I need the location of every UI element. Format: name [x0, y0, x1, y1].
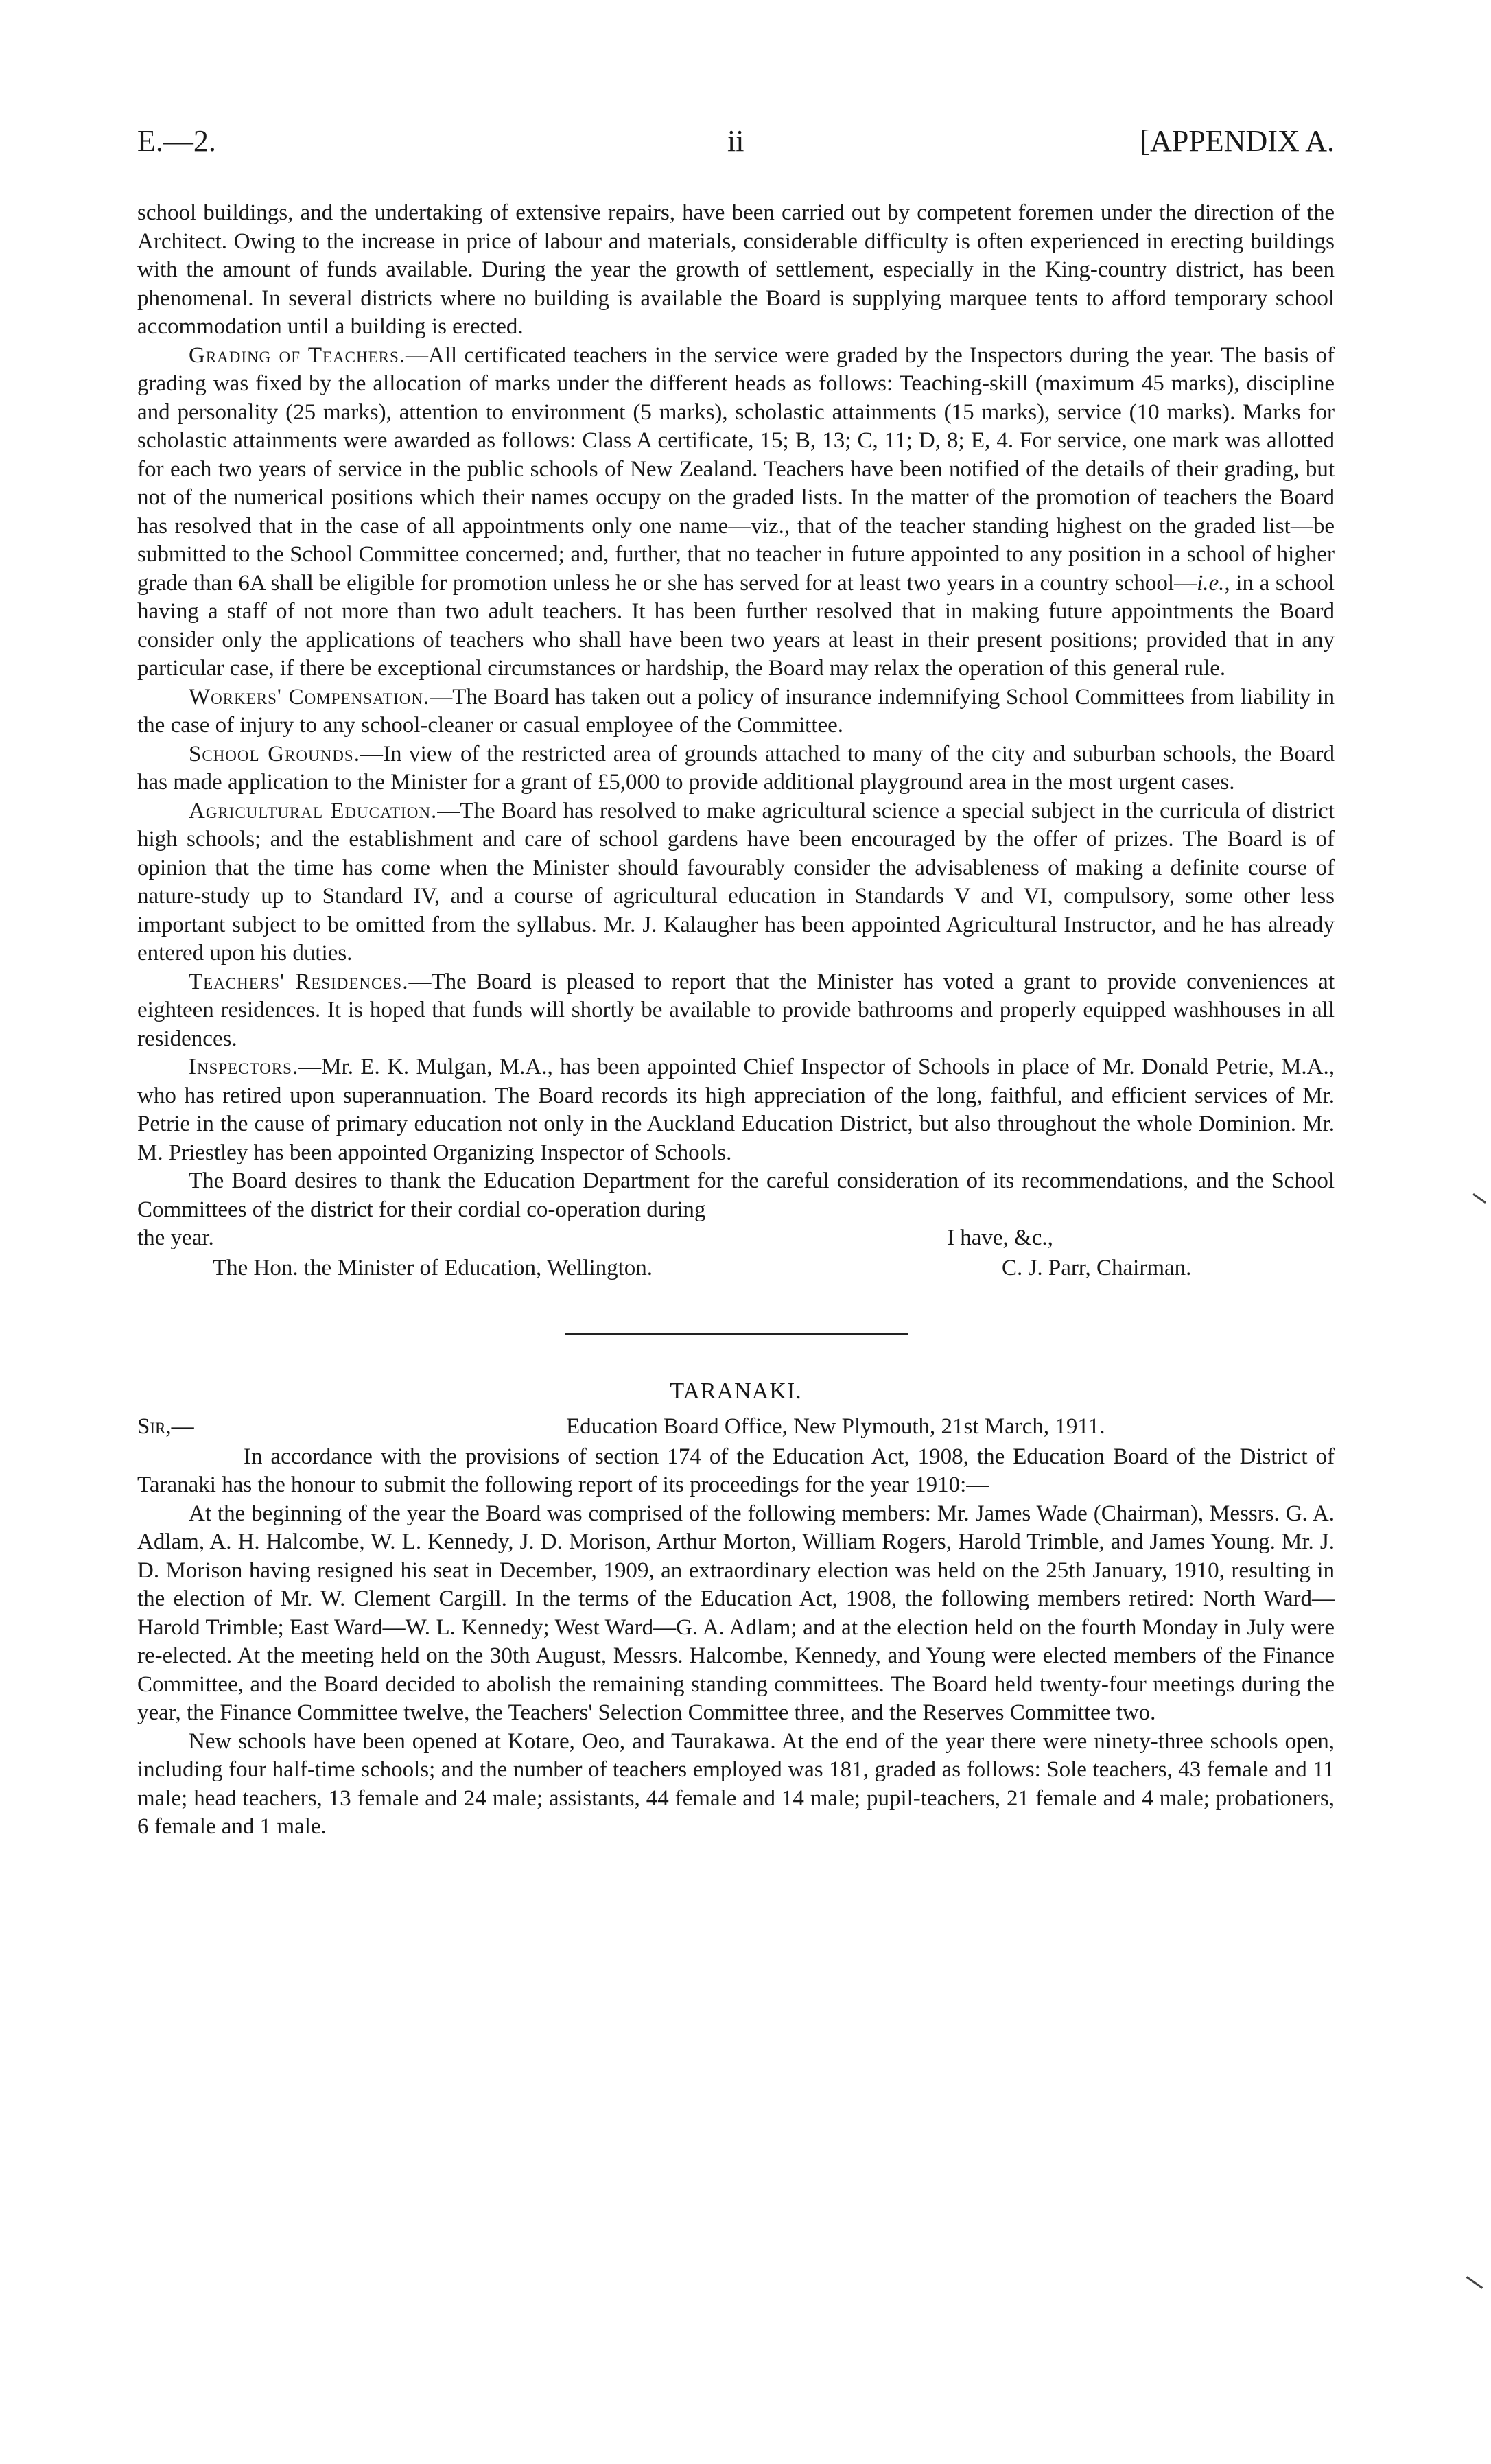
paragraph-grounds — [137, 740, 1335, 797]
grading-text: —All certificated teachers in the service were graded by the Inspectors during the year. The basis of grading was fixed by the allocation of marks under the different heads as follows: Teaching-skill (maximum 45 marks), discipline and personality (25 marks), attention to environment (5 marks), scholastic attainments (15 marks), service (10 marks). Marks for scholastic attainments were awarded as follows: Class A certificate, 15; B, 13; C, 11; D, 8; E, 4. For service, one mark was allotted for each two years of service in the public schools of New Zealand. Teachers have been notified of the details of their grading, but not of the numerical positions which their names occupy on the graded lists. In the matter of the promotion of teachers the Board has resolved that in the case of all appointments only one name—viz., that of the teacher standing highest on the graded list—be submitted to the School Committee concerned; and, further, that no teacher in future appointed to any position in a school of higher grade than 6A shall be eligible for promotion unless he or she has served for at least two years in a country school— — [137, 342, 1335, 596]
heading-workers: Workers' Compensation. — [189, 684, 430, 709]
paragraph-inspectors — [137, 1053, 1335, 1167]
addressee: The Hon. the Minister of Education, Wellington. — [213, 1256, 653, 1280]
closing-line — [137, 1224, 1335, 1254]
section-title-taranaki: TARANAKI. — [670, 1378, 802, 1404]
signature-line — [137, 1254, 1335, 1284]
paragraph-thanks: The Board desires to thank the Education Department for the careful consideration of its recommendations, and the School Committees of the district for their cordial co-operation during — [137, 1169, 1335, 1222]
paragraph-residences — [137, 968, 1335, 1054]
heading-inspectors: Inspectors. — [189, 1055, 299, 1079]
grading-ie: i.e. — [1197, 570, 1225, 596]
report-body — [137, 199, 1335, 1842]
signature: C. J. Parr, Chairman. — [1002, 1256, 1192, 1280]
residences-text: —The Board is pleased to report that the Minister has voted a grant to provide conveniences at eighteen residences. It is hoped that funds will shortly be available to provide bathrooms and properly equipped washhouses in all residences. — [137, 969, 1335, 1051]
paragraph-buildings: school buildings, and the undertaking of extensive repairs, have been carried out by competent foremen under the direction of the Architect. Owing to the increase in price of labour and materials, considerable difficulty is often experienced in erecting buildings with the amount of funds available. During the year the growth of settlement, especially in the King-country district, has been phenomenal. In several districts where no building is available the Board is supplying marquee tents to afford temporary school accommodation until a building is erected. — [137, 200, 1335, 339]
header-appendix: [APPENDIX A. — [1140, 124, 1335, 158]
paragraph-intro: In accordance with the provisions of section 174 of the Education Act, 1908, the Education Board of the District of Taranaki has the honour to submit the following report of its proceedings for the year 1910:— — [137, 1444, 1335, 1497]
closing-i-have: I have, &c., — [947, 1225, 1053, 1250]
heading-residences: Teachers' Residences. — [189, 969, 409, 994]
margin-mark — [1466, 2276, 1483, 2289]
grounds-text: —In view of the restricted area of grounds attached to many of the city and suburban schools, the Board has made application to the Minister for a grant of £5,000 to provide additional playground area in the most urgent cases. — [137, 741, 1335, 795]
section-divider — [565, 1333, 908, 1335]
heading-grounds: School Grounds. — [189, 741, 360, 766]
paragraph-grading — [137, 342, 1335, 683]
margin-mark — [1472, 1193, 1486, 1204]
salutation: Sir,— — [137, 1413, 194, 1439]
salutation-line — [137, 1413, 1335, 1443]
header-reference: E.—2. — [137, 124, 216, 158]
heading-agriculture: Agricultural Education. — [189, 798, 438, 823]
paragraph-workers — [137, 683, 1335, 740]
inspectors-text: —Mr. E. K. Mulgan, M.A., has been appointed Chief Inspector of Schools in place of Mr. Donald Petrie, M.A., who has retired upon superannuation. The Board records its high appreciation of the long, faithful, and efficient services of Mr. Petrie in the cause of primary education not only in the Auckland Education District, but also throughout the whole Dominion. Mr. M. Priestley has been appointed Organizing Inspector of Schools. — [137, 1055, 1335, 1165]
workers-text: —The Board has taken out a policy of insurance indemnifying School Committees from liability in the case of injury to any school-cleaner or casual employee of the Committee. — [137, 684, 1335, 738]
agriculture-text: —The Board has resolved to make agricultural science a special subject in the curricula of district high schools; and the establishment and care of school gardens have been encouraged by the offer of prizes. The Board is of opinion that the time has come when the Minister should favourably consider the advisableness of making a definite course of nature-study up to Standard IV, and a course of agricultural education in Standards V and VI, compulsory, some other less important subject to be omitted from the syllabus. Mr. J. Kalaugher has been appointed Agricultural Instructor, and he has already entered upon his duties. — [137, 798, 1335, 965]
heading-grading: Grading of Teachers. — [189, 342, 406, 368]
closing-the-year: the year. — [137, 1225, 214, 1250]
page-header — [137, 124, 1335, 172]
grading-text-2: , in a school having a staff of not more than two adult teachers. It has been further resolved that in making future appointments the Board consider only the applications of teachers who shall have been two years at least in their present positions; provided that in any particular case, if there be exceptional circumstances or hardship, the Board may relax the operation of this general rule. — [137, 570, 1335, 681]
paragraph-agriculture — [137, 797, 1335, 968]
paragraph-members: At the beginning of the year the Board was comprised of the following members: Mr. James Wade (Chairman), Messrs. G. A. Adlam, A. H. Halcombe, W. L. Kennedy, J. D. Morison, Arthur Morton, William Rogers, Harold Trimble, and James Young. Mr. J. D. Morison having resigned his seat in December, 1909, an extraordinary election was held on the 25th January, 1910, resulting in the election of Mr. W. Clement Cargill. In the terms of the Education Act, 1908, the following members retired: North Ward—Harold Trimble; East Ward—W. L. Kennedy; West Ward—G. A. Adlam; and at the election held on the fourth Monday in July were re-elected. At the meeting held on the 30th August, Messrs. Halcombe, Kennedy, and Young were elected members of the Finance Committee, and the Board decided to abolish the remaining standing committees. The Board held twenty-four meetings during the year, the Finance Committee twelve, the Teachers' Selection Committee three, and the Reserves Committee two. — [137, 1501, 1335, 1725]
address-date: Education Board Office, New Plymouth, 21st March, 1911. — [566, 1413, 1105, 1439]
paragraph-schools: New schools have been opened at Kotare, Oeo, and Taurakawa. At the end of the year there were ninety-three schools open, including four half-time schools; and the number of teachers employed was 181, graded as follows: Sole teachers, 43 female and 11 male; head teachers, 13 female and 24 male; assistants, 44 female and 14 male; pupil-teachers, 21 female and 4 male; probationers, 6 female and 1 male. — [137, 1728, 1335, 1839]
page-number: ii — [727, 124, 744, 158]
